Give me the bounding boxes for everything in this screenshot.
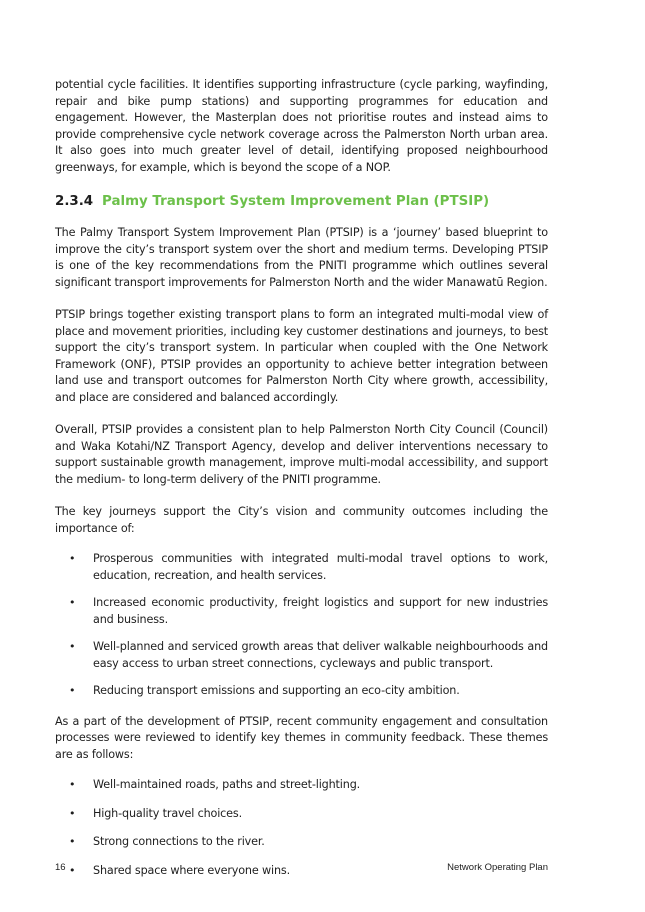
paragraph-themes-intro: As a part of the development of PTSIP, recent community engagement and consultation processes were reviewed to identify key themes in community feedback. These themes are as follows: xyxy=(55,714,548,761)
paragraph-ptsip-definition: The Palmy Transport System Improvement Plan (PTSIP) is a ‘journey’ based blueprint to improve the city’s transport system over the short and medium terms. Developing PTSIP is one of the key recommendations from the PNITI programme which outlines several significant transport improvements for Palmerston North and the wider Manawatū Region. xyxy=(55,226,548,289)
paragraph-ptsip-integration: PTSIP brings together existing transport plans to form an integrated multi-modal view of place and movement priorities, including key customer destinations and journeys, to best support the city’s transport system. In particular when coupled with the One Network Framework (ONF), PTSIP provides an opportunity to achieve better integration between land use and transport outcomes for Palmerston North City where growth, accessibility, and place are considered and balanced accordingly. xyxy=(55,308,548,404)
paragraph-key-journeys: The key journeys support the City’s vision and community outcomes including the importance of: xyxy=(55,505,548,535)
section-number: 2.3.4 xyxy=(55,194,94,209)
bullet-icon: • xyxy=(69,640,76,653)
list-item-text: Well-maintained roads, paths and street-lighting. xyxy=(93,778,361,791)
list-item-text: Strong connections to the river. xyxy=(93,835,265,848)
list-item xyxy=(55,595,548,628)
list-item xyxy=(55,777,548,794)
list-item xyxy=(55,683,548,700)
bullet-icon: • xyxy=(69,778,76,791)
page-footer xyxy=(55,862,548,873)
bullet-icon: • xyxy=(69,806,76,820)
list-item xyxy=(55,834,548,851)
list-item-text: Shared space where everyone wins. xyxy=(93,863,290,877)
paragraph-ptsip-overall: Overall, PTSIP provides a consistent plan to help Palmerston North City Council (Council) and Waka Kotahi/NZ Transport Agency, develop and deliver interventions necessary to support sustainable growth management, improve multi-modal accessibility, and support the medium- to long-term delivery of the PNITI programme. xyxy=(55,423,548,486)
list-item xyxy=(55,639,548,672)
bullet-icon: • xyxy=(69,684,76,697)
section-title: Palmy Transport System Improvement Plan (PTSIP) xyxy=(102,194,490,209)
intro-paragraph: potential cycle facilities. It identifies supporting infrastructure (cycle parking, wayfinding, repair and bike pump stations) and supporting programmes for education and engagement. However, the Masterplan does not prioritise routes and instead aims to provide comprehensive cycle network coverage across the Palmerston North urban area. It also goes into much greater level of detail, identifying proposed neighbourhood greenways, for example, which is beyond the scope of a NOP. xyxy=(55,78,548,174)
list-item-text: Well-planned and serviced growth areas that deliver walkable neighbourhoods and easy access to urban street connections, cycleways and public transport. xyxy=(93,640,548,670)
document-title: Network Operating Plan xyxy=(447,862,548,873)
section-heading xyxy=(55,193,548,211)
page-number: 16 xyxy=(55,862,66,873)
list-item-text: High-quality travel choices. xyxy=(93,806,243,820)
bullet-icon: • xyxy=(69,596,76,609)
bullet-icon: • xyxy=(69,863,76,877)
list-item xyxy=(55,806,548,823)
bullet-icon: • xyxy=(69,552,76,565)
document-page xyxy=(55,77,548,893)
list-item-text: Prosperous communities with integrated multi-modal travel options to work, education, recreation, and health services. xyxy=(93,552,548,582)
list-item-text: Increased economic productivity, freight logistics and support for new industries and business. xyxy=(93,596,548,626)
bullet-icon: • xyxy=(69,835,76,848)
outcomes-list xyxy=(55,551,548,700)
list-item xyxy=(55,551,548,584)
list-item-text: Reducing transport emissions and supporting an eco-city ambition. xyxy=(93,684,460,697)
